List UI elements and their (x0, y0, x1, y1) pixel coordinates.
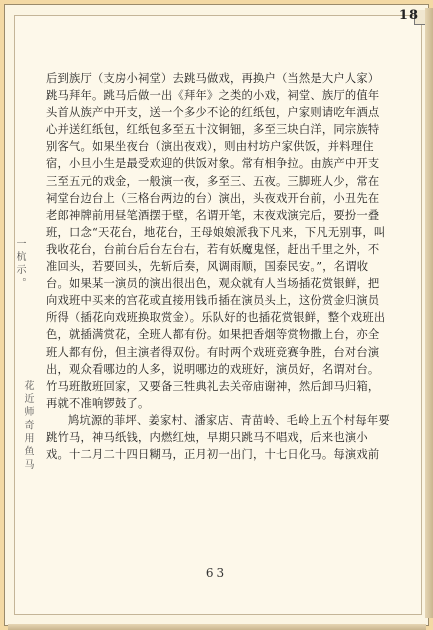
margin-note: 用 (22, 432, 33, 443)
margin-note: 。 (14, 277, 25, 288)
margin-note: 杭 (14, 251, 25, 262)
margin-note: 奇 (22, 419, 33, 430)
page-corner-number: 18 (398, 8, 419, 23)
page-shadow-right (425, 8, 433, 618)
margin-notes-upper (14, 238, 30, 288)
margin-note: 近 (22, 393, 33, 404)
margin-note: 师 (22, 406, 33, 417)
margin-note: 示 (14, 264, 25, 275)
margin-note: 马 (22, 459, 33, 470)
page-shadow-bottom (8, 624, 426, 630)
margin-note: 一 (14, 238, 25, 248)
paragraph: 鸠坑源的菲坪、姜家村、潘家店、青苗岭、毛岭上五个村每年要跳竹马，神马纸钱，内燃红烛，早期只跳马不唱戏，后来也演小戏。十二月二十四日糊马，正月初一出门，十七日化马。每演戏前 (46, 413, 390, 462)
paragraph: 后到族厅（支房小祠堂）去跳马做戏，再换户（当然是大户人家）跳马拜年。跳马后做一出《拜年》之类的小戏，祠堂、族厅的值年头首从族产中开支，送一个多少不论的红纸包，户家则请吃年酒点心并送红纸包，红纸包多至五十汶铜钿，多至三块白洋，同宗族特别客气。如果坐夜台（演出夜戏），则由村坊户家供饭，并料理住宿，小旦小生是最受欢迎的供饭对象。常有相争拉。由族产中开支三至五元的戏金，一般演一夜，多至三、五夜。三脚班人少，常在祠堂台边台上（三格台两边的台）演出，头夜戏开台前，小丑先在老郎神牌前用昼笔酒摆于壁，名谓开笔，末夜戏演完后，要扮一叠班，口念“天花台，地花台，王母娘娘派我下凡来，下凡无别事，叫我收花台，台前台后台左台右，若有妖魔鬼怪，赶出千里之外，不准回头，若要回头，先斩后奏，风调雨顺，国泰民安。”，名谓收台。如果某一演员的演出很出色，观众就有人当场插花赏银鲜，把向戏班中买来的宫花或直接用钱币插在演员头上，这份赏金归演员所得（插花向戏班换取赏金）。乐队好的也插花赏银鲜，整个戏班出色，就插满赏花，全班人都有份。如果把香烟等赏物撒上台，亦全班人都有份，但主演者得双份。有时两个戏班竞赛争胜，台对台演出，观众看哪边的人多，说明哪边的戏班好，演员好，名谓对台。竹马班散班回家，又要备三牲典礼去关帝庙谢神，然后卸马归箱，再就不准响锣鼓了。 (46, 72, 386, 410)
body-text (46, 70, 390, 463)
margin-note: 花 (22, 380, 33, 390)
page-corner-label (399, 8, 419, 23)
margin-notes-lower (14, 380, 40, 469)
margin-note: 鱼 (22, 445, 33, 456)
page-number: 63 (205, 566, 228, 580)
